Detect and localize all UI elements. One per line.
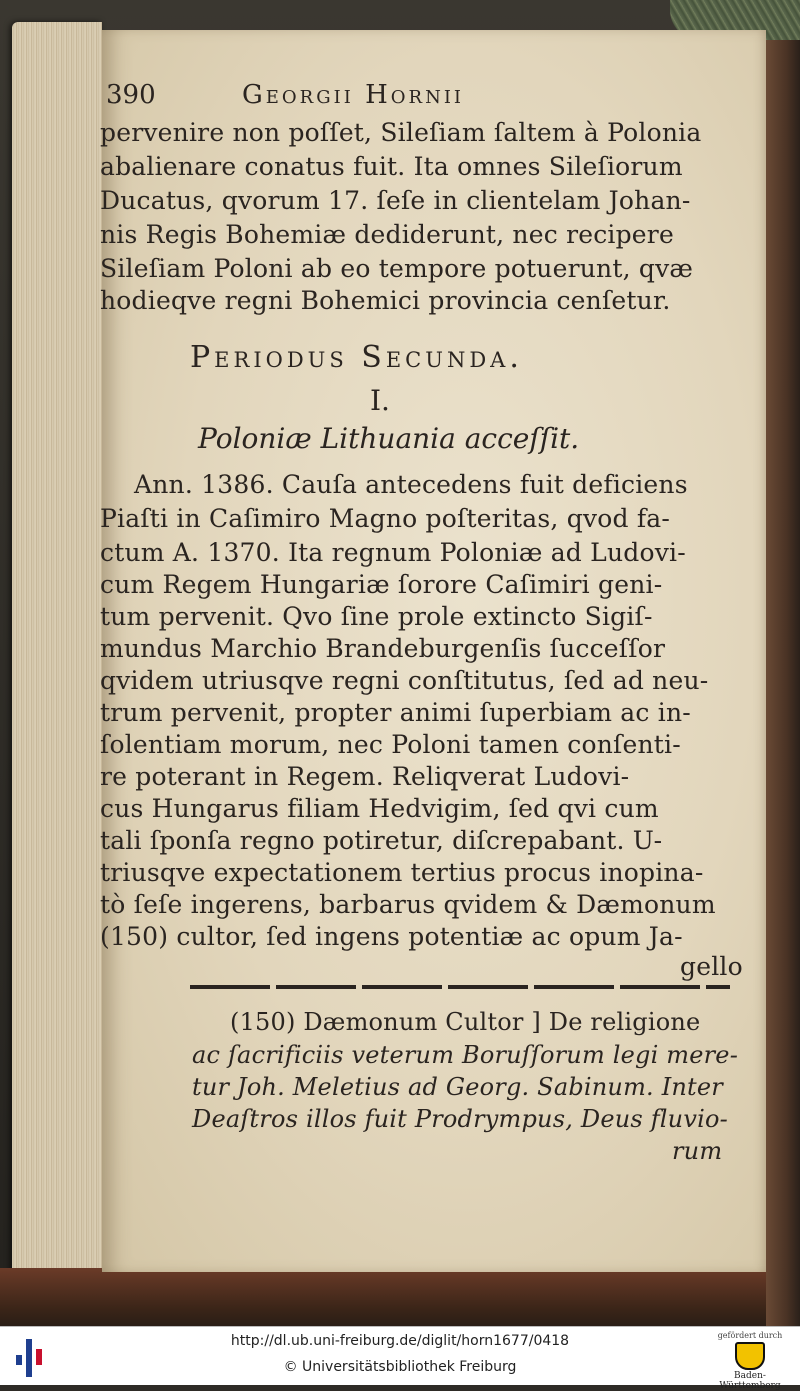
footnote-rule [190, 985, 730, 989]
text-line: Sileſiam Poloni ab eo tempore potuerunt, qvæ [100, 254, 694, 283]
viewer-footer [0, 1326, 800, 1391]
footnote-line: ac ſacrificiis veterum Boruſſorum legi mere- [192, 1041, 739, 1069]
text-line: trum pervenit, propter animi ſuperbiam ac in- [100, 698, 691, 727]
text-line: tum pervenit. Qvo ſine prole extincto Sigiſ- [100, 602, 653, 631]
text-line: tò ſeſe ingerens, barbarus qvidem & Dæmonum [100, 890, 716, 919]
section-title: Poloniæ Lithuania acceſſit. [198, 422, 580, 455]
sponsor-name: Baden-Württemberg [719, 1371, 781, 1391]
text-line: triusqve expectationem tertius procus inopina- [100, 858, 704, 887]
permalink-url[interactable]: http://dl.ub.uni-freiburg.de/diglit/horn1677/0418 [230, 1333, 570, 1349]
text-line: pervenire non poſſet, Sileſiam ſaltem à Polonia [100, 118, 702, 147]
footnote-line: tur Joh. Meletius ad Georg. Sabinum. Inter [192, 1073, 723, 1101]
book-cover-edge [0, 1268, 800, 1326]
text-line: qvidem utriusqve regni conſtitutus, ſed ad neu- [100, 666, 709, 695]
section-numeral: I. [370, 384, 390, 417]
running-head: Georgii Hornii [242, 80, 465, 110]
text-line: Piaſti in Caſimiro Magno poſteritas, qvod fa- [100, 504, 671, 533]
text-line: Ducatus, qvorum 17. ſeſe in clientelam Johan- [100, 186, 691, 215]
footnote-line: Deaſtros illos fuit Prodrympus, Deus fluvio- [192, 1105, 728, 1133]
sponsor-block [704, 1329, 796, 1391]
book-spine-right [766, 0, 800, 1326]
footnote-line: (150) Dæmonum Cultor ] De religione [230, 1008, 701, 1036]
text-line: (150) cultor, ſed ingens potentiæ ac opum Ja- [100, 922, 683, 951]
footnote-line: rum [672, 1137, 723, 1165]
text-line: hodieqve regni Bohemici provincia cenſetur. [100, 286, 671, 315]
text-line: abalienare conatus fuit. Ita omnes Sileſiorum [100, 152, 683, 181]
copyright-notice: © Universitätsbibliothek Freiburg [283, 1359, 517, 1375]
baden-wuerttemberg-crest-icon [735, 1342, 765, 1370]
text-line: ctum A. 1370. Ita regnum Poloniæ ad Ludovi- [100, 538, 686, 567]
text-line: re poterant in Regem. Reliqverat Ludovi- [100, 762, 630, 791]
text-line: nis Regis Bohemiæ dediderunt, nec recipere [100, 220, 674, 249]
text-line: Ann. 1386. Cauſa antecedens fuit deficiens [134, 470, 688, 499]
text-line: ſolentiam morum, nec Poloni tamen conſenti- [100, 730, 681, 759]
text-line: cum Regem Hungariæ ſorore Caſimiri geni- [100, 570, 663, 599]
catchword: gello [680, 952, 743, 981]
text-line: mundus Marchio Brandeburgenſis ſucceſſor [100, 634, 666, 663]
period-heading: Periodus Secunda. [190, 340, 523, 375]
page-edges [12, 22, 102, 1290]
text-line: cus Hungarus filiam Hedvigim, ſed qvi cum [100, 794, 659, 823]
sponsor-caption: gefördert durch [717, 1331, 783, 1340]
text-line: tali ſponſa regno potiretur, diſcrepabant. U- [100, 826, 663, 855]
page-number: 390 [106, 80, 156, 110]
